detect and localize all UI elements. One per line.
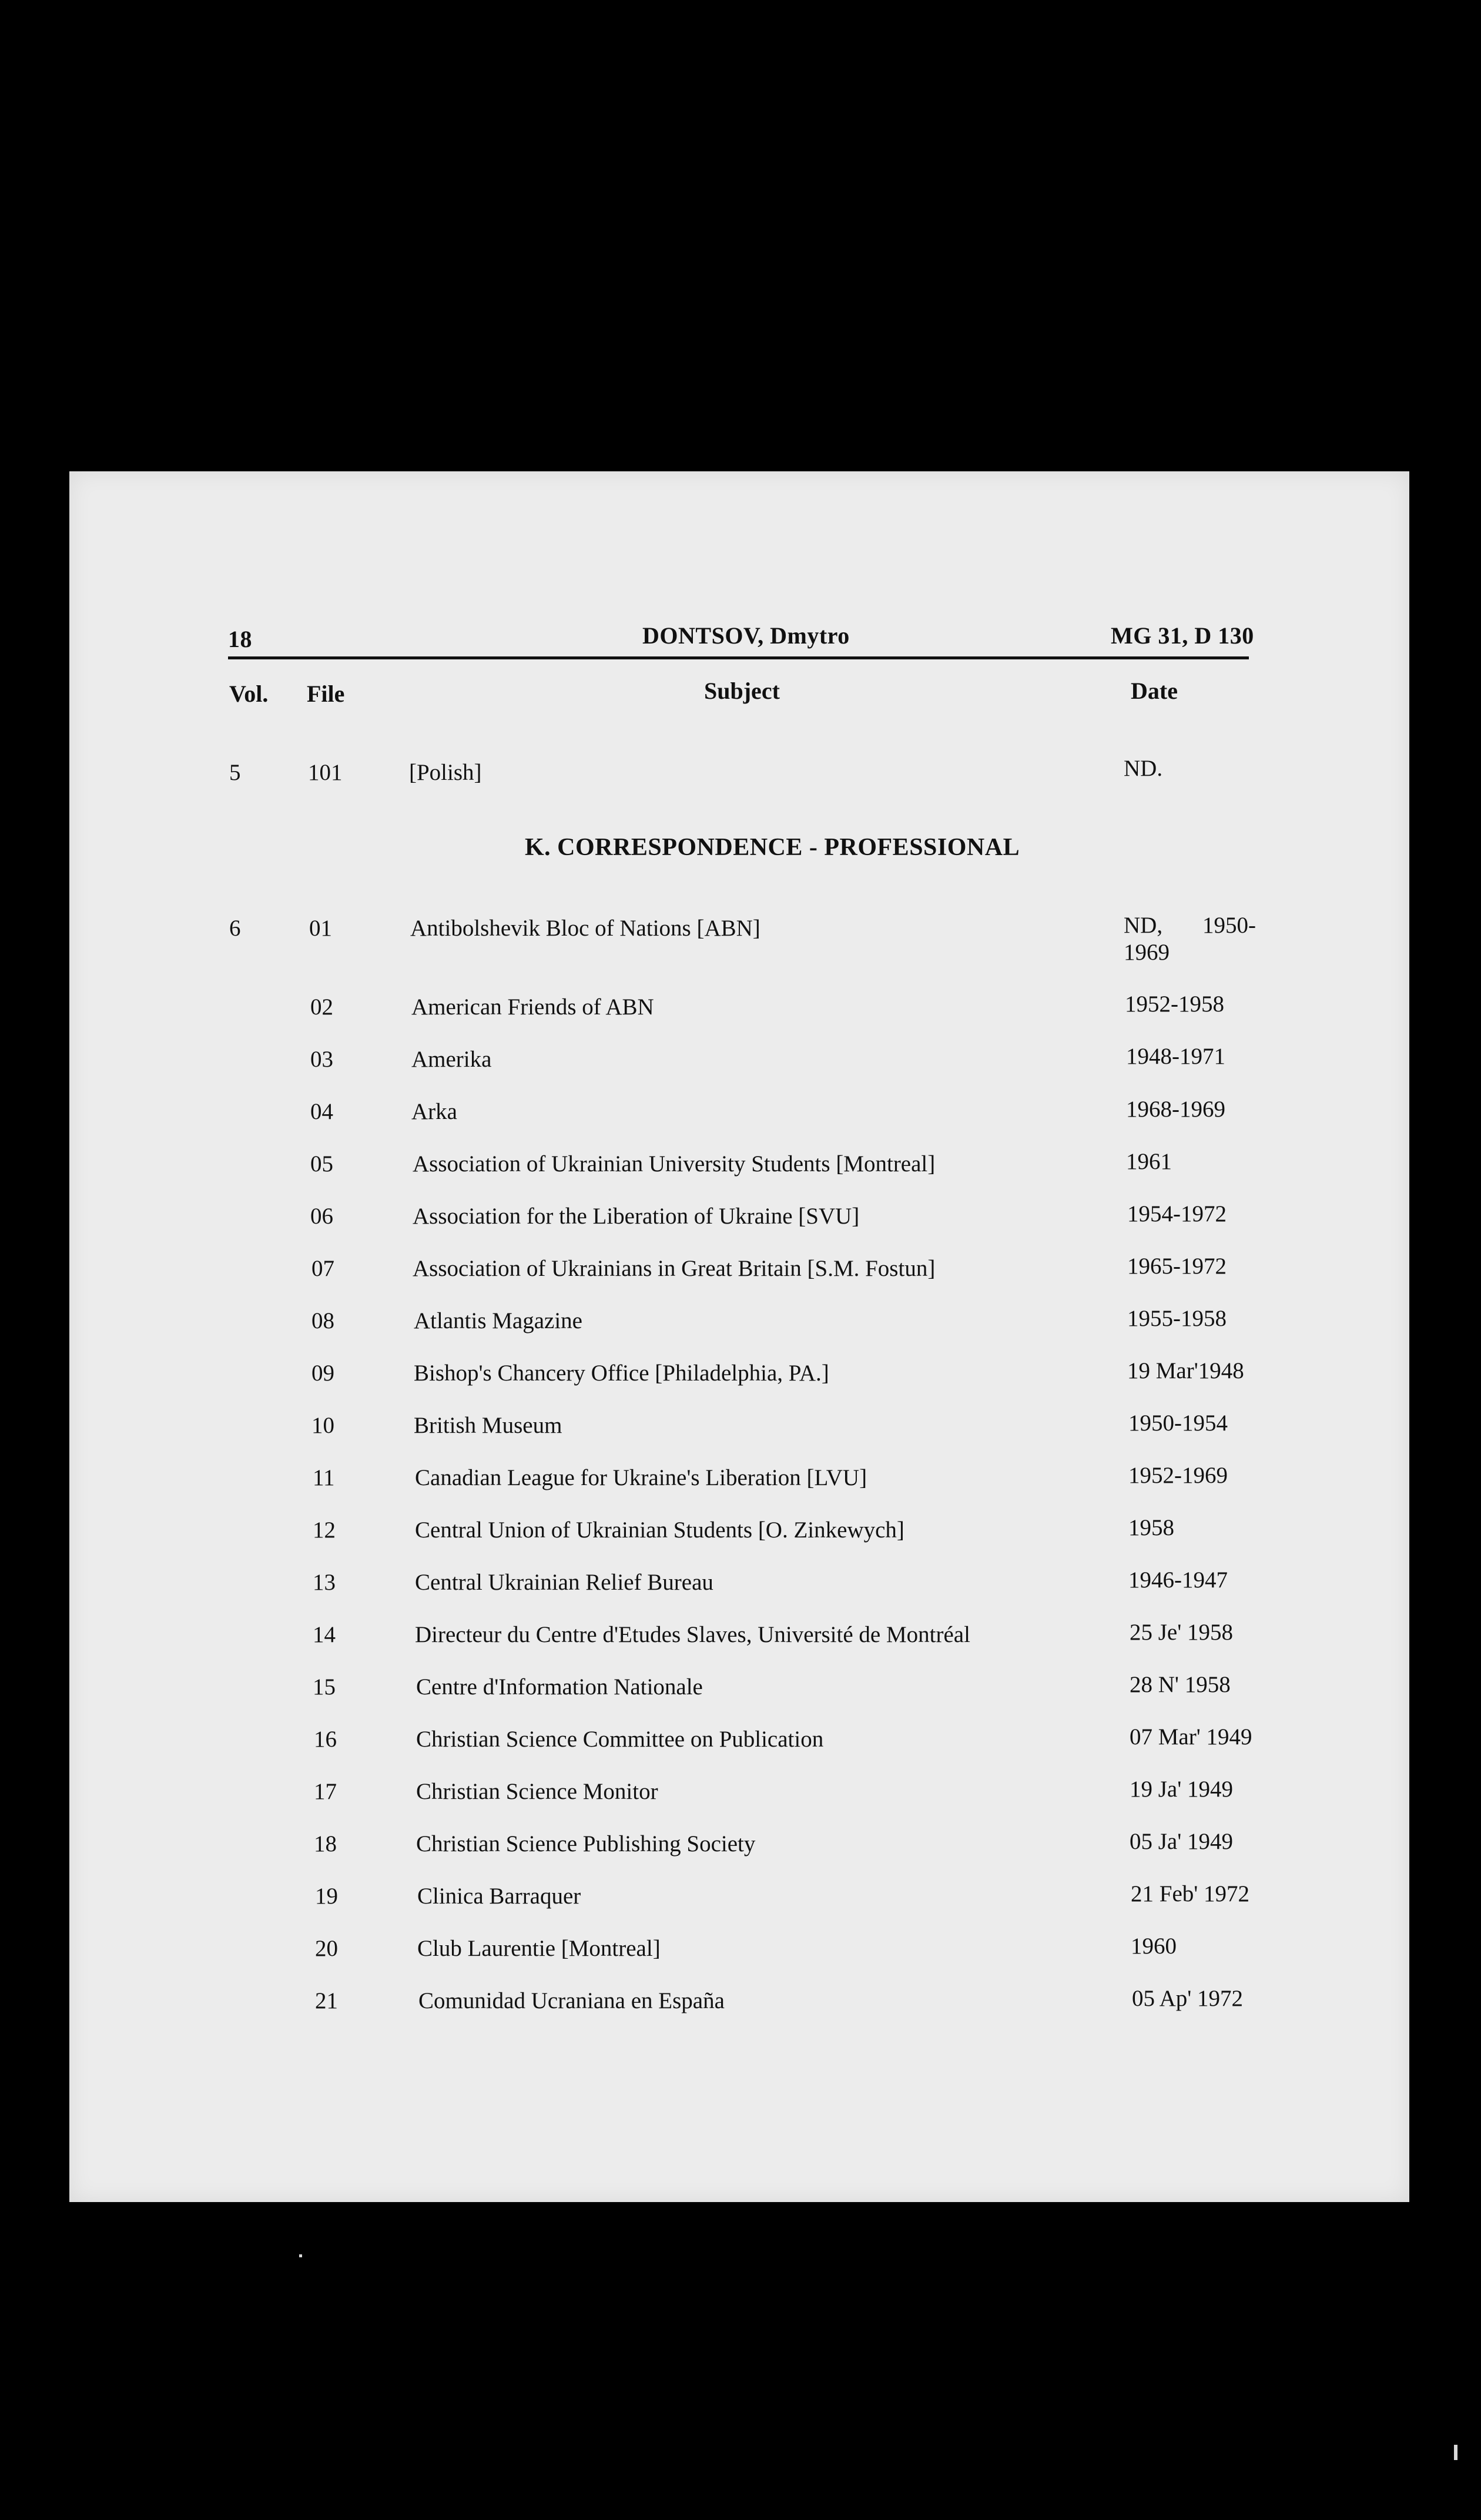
subject-cell: Association for the Liberation of Ukraine [SVU] (413, 1204, 860, 1229)
date-cell: 1952-1958 (1125, 991, 1224, 1017)
subject-cell: Christian Science Monitor (416, 1779, 658, 1804)
date-cell: 1961 (1126, 1149, 1172, 1174)
date-cell: 05 Ap' 1972 (1132, 1986, 1244, 2011)
date-cell: 05 Ja' 1949 (1130, 1829, 1234, 1854)
file-cell: 04 (310, 1099, 333, 1124)
scan-speck (1454, 2445, 1457, 2460)
file-cell: 09 (311, 1360, 334, 1386)
file-cell: 19 (315, 1884, 338, 1909)
date-cell: 1954-1972 (1127, 1201, 1227, 1227)
date-cell: 1960 (1131, 1933, 1177, 1959)
date-cell: 1955-1958 (1127, 1306, 1227, 1331)
date-cell: 1948-1971 (1126, 1044, 1225, 1069)
file-cell: 18 (314, 1831, 337, 1857)
page-number: 18 (228, 626, 252, 652)
file-cell: 101 (308, 760, 343, 785)
subject-cell: Centre d'Information Nationale (416, 1674, 703, 1700)
file-cell: 08 (311, 1308, 334, 1333)
file-cell: 02 (310, 994, 333, 1020)
subject-cell: Canadian League for Ukraine's Liberation [LVU] (415, 1465, 867, 1490)
date-cell: 21 Feb' 1972 (1131, 1881, 1250, 1906)
subject-cell: Central Ukrainian Relief Bureau (415, 1570, 713, 1595)
date-cell: 07 Mar' 1949 (1130, 1724, 1252, 1750)
file-cell: 20 (315, 1936, 338, 1961)
date-cell: ND. (1124, 756, 1163, 781)
date-cell: 1965-1972 (1127, 1254, 1227, 1279)
date-cell: 25 Je' 1958 (1130, 1620, 1234, 1645)
vol-cell: 6 (229, 916, 241, 941)
file-cell: 14 (313, 1622, 336, 1647)
scan-speck (299, 2254, 302, 2257)
vol-cell: 5 (229, 760, 241, 785)
file-cell: 12 (313, 1517, 336, 1543)
file-cell: 13 (313, 1570, 336, 1595)
date-cell: 19 Mar'1948 (1127, 1358, 1244, 1383)
file-cell: 15 (313, 1674, 336, 1700)
date-cell: 28 N' 1958 (1130, 1672, 1231, 1697)
column-header-vol: Vol. (229, 681, 269, 707)
reference-code: MG 31, D 130 (1111, 622, 1254, 649)
subject-cell: Club Laurentie [Montreal] (417, 1936, 661, 1961)
subject-cell: Central Union of Ukrainian Students [O. Zinkewych] (415, 1517, 904, 1543)
file-cell: 01 (309, 916, 332, 941)
subject-cell: Atlantis Magazine (414, 1308, 582, 1333)
file-cell: 10 (311, 1413, 334, 1438)
file-cell: 21 (315, 1988, 338, 2013)
section-heading: K. CORRESPONDENCE - PROFESSIONAL (525, 834, 1020, 861)
subject-cell: Association of Ukrainian University Students [Montreal] (413, 1151, 936, 1177)
file-cell: 16 (314, 1727, 337, 1752)
file-cell: 06 (310, 1204, 333, 1229)
subject-cell: Amerika (411, 1047, 492, 1072)
date-cell: 1950-1954 (1128, 1410, 1228, 1436)
subject-cell: Christian Science Publishing Society (416, 1831, 756, 1857)
file-cell: 07 (311, 1256, 334, 1281)
subject-cell: Bishop's Chancery Office [Philadelphia, PA.] (414, 1360, 829, 1386)
subject-cell: Clinica Barraquer (417, 1884, 581, 1909)
scanned-page (69, 471, 1409, 2202)
page-title: DONTSOV, Dmytro (642, 622, 850, 649)
date-cell: 1952-1969 (1128, 1463, 1228, 1488)
file-cell: 17 (314, 1779, 337, 1804)
subject-cell: Association of Ukrainians in Great Britain [S.M. Fostun] (413, 1256, 936, 1281)
subject-cell: Directeur du Centre d'Etudes Slaves, Université de Montréal (415, 1622, 970, 1647)
subject-cell: Comunidad Ucraniana en España (418, 1988, 725, 2013)
header-rule (228, 656, 1249, 659)
subject-cell: Christian Science Committee on Publication (416, 1727, 824, 1752)
file-cell: 05 (310, 1151, 333, 1177)
file-cell: 11 (313, 1465, 335, 1490)
column-header-date: Date (1131, 678, 1178, 704)
subject-cell: [Polish] (409, 760, 482, 785)
date-cell: 19 Ja' 1949 (1130, 1777, 1234, 1802)
subject-cell: Antibolshevik Bloc of Nations [ABN] (410, 916, 760, 941)
date-cell: ND, 1950-1969 (1124, 913, 1256, 965)
date-cell: 1968-1969 (1126, 1097, 1225, 1122)
column-header-file: File (307, 681, 345, 707)
column-header-subject: Subject (704, 678, 780, 704)
date-cell: 1946-1947 (1128, 1567, 1228, 1593)
subject-cell: American Friends of ABN (411, 994, 654, 1020)
subject-cell: British Museum (414, 1413, 562, 1438)
subject-cell: Arka (411, 1099, 457, 1124)
date-cell: 1958 (1128, 1515, 1174, 1540)
file-cell: 03 (310, 1047, 333, 1072)
